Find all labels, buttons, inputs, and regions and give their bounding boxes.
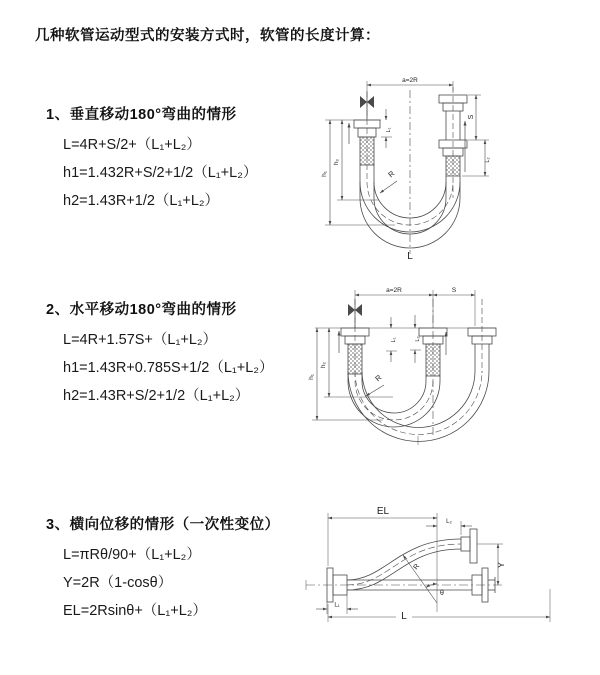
section-3-heading: 3、横向位移的情形（一次性变位） (46, 517, 280, 533)
section-3-formula-y: Y=2R（1-cosθ） (63, 575, 173, 591)
d1-dim-l1-label: L₁ (386, 127, 392, 133)
section-2-formula-h1: h1=1.43R+0.785S+1/2（L₁+L₂） (63, 360, 274, 376)
section-1 (46, 103, 257, 215)
section-3-formula-el: EL=2Rsinθ+（L₁+L₂） (63, 603, 207, 619)
section-3-formula-l: L=πRθ/90+（L₁+L₂） (63, 547, 201, 563)
d2-dim-h1-label: h₁ (308, 374, 315, 380)
diagram-2-horizontal-bend (303, 283, 593, 473)
d3-radius-label: R (412, 562, 422, 572)
d2-dim-l2-label: L₂ (415, 336, 421, 342)
section-1-formula-h2: h2=1.43R+1/2（L₁+L₂） (63, 193, 220, 209)
d2-hose2-outer-arc (348, 371, 489, 442)
d3-angle-arc (426, 584, 437, 588)
d2-left-braid (348, 344, 362, 374)
d3-dim-l1-label: L₁ (334, 602, 340, 609)
d2-dim-a2r-label: a=2R (386, 287, 402, 294)
d2-middle-braid (426, 344, 440, 376)
d3-angle-theta-label: θ (440, 590, 444, 597)
section-1-formula-h1: h1=1.432R+S/2+1/2（L₁+L₂） (63, 165, 258, 181)
d1-dim-a2r-label: a=2R (402, 77, 418, 84)
d2-dim-l1-label: L₁ (391, 337, 397, 343)
d2-valve-icon (355, 304, 362, 316)
d3-dim-y-label: Y (496, 562, 506, 568)
d2-radius-label: R (373, 372, 384, 384)
d2-drawing (312, 290, 496, 445)
section-2-heading: 2、水平移动180°弯曲的情形 (46, 302, 237, 318)
d1-left-braid (360, 137, 374, 165)
section-2-formula-l: L=4R+1.57S+（L₁+L₂） (63, 332, 218, 348)
d2-dim-s-label: S (451, 287, 457, 294)
d3-drawing (306, 513, 550, 622)
d1-dim-h2-label: h₂ (333, 158, 340, 166)
d3-upper-flange (470, 529, 477, 563)
diagram-1-vertical-bend (313, 72, 588, 267)
section-2 (46, 298, 273, 410)
section-3 (46, 513, 280, 625)
section-1-formula-l: L=4R+S/2+（L₁+L₂） (63, 137, 201, 153)
d1-right-braid (446, 156, 460, 176)
d1-valve-icon (367, 96, 374, 108)
d1-drawing (325, 81, 489, 254)
d3-dim-l2-label: L₂ (446, 519, 452, 525)
diagram-3-lateral-displacement (298, 502, 598, 657)
section-1-heading: 1、垂直移动180°弯曲的情形 (46, 107, 237, 123)
section-2-formula-h2: h2=1.43R+S/2+1/2（L₁+L₂） (63, 388, 250, 404)
d1-dim-h1-label: h₁ (321, 171, 328, 177)
d1-radius-label: R (386, 168, 397, 180)
d3-upper-flange-hub (461, 537, 470, 551)
d1-dim-l2-label: L₂ (485, 157, 491, 163)
page-title: 几种软管运动型式的安装方式时，软管的长度计算： (35, 28, 380, 44)
d2-dim-h2-label: h₂ (320, 361, 327, 369)
d1-valve-icon (360, 96, 367, 108)
d1-length-label: L (407, 251, 413, 262)
d3-dim-l-label: L (401, 611, 407, 622)
d2-valve-icon (348, 304, 355, 316)
d1-dim-s-label: S (468, 114, 475, 120)
d3-dim-el-label: EL (376, 506, 390, 517)
d3-radius-line (403, 555, 437, 603)
